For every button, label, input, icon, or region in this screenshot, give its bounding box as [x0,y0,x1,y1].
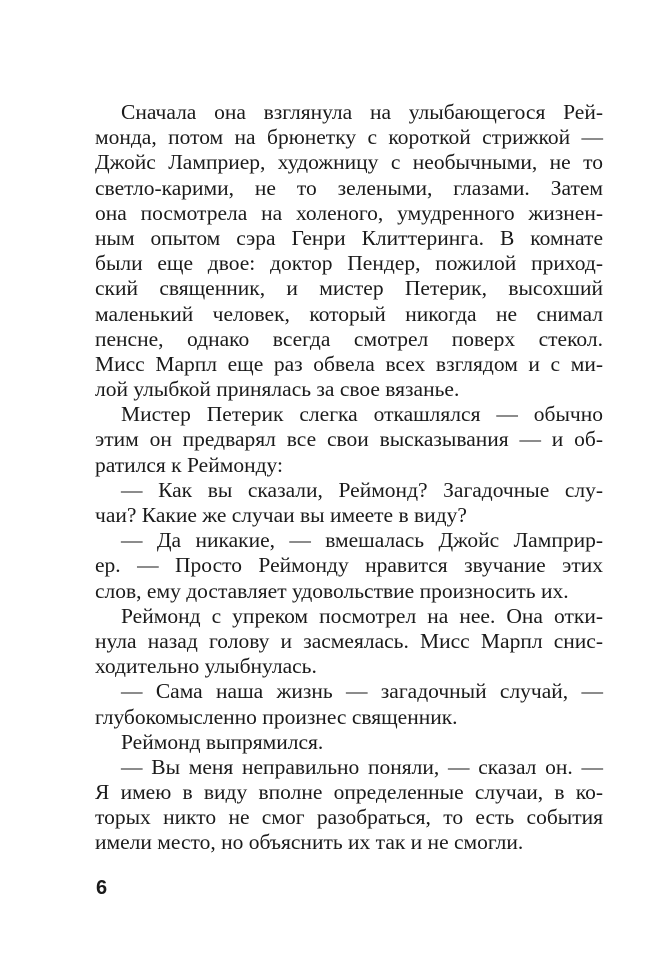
text-line: пенсне, однако всегда смотрел поверх стекол. [95,326,603,351]
text-line: светло-карими, не то зелеными, глазами. Затем [95,175,603,200]
text-line: — Да никакие, — вмешалась Джойс Ламприр- [121,528,603,553]
text-line: ратился к Реймонду: [95,452,283,477]
text-line: — Сама наша жизнь — загадочный случай, — [121,679,603,704]
text-line: ер. — Просто Реймонду нравится звучание этих [95,553,603,578]
text-line: слов, ему доставляет удовольствие произносить их. [95,578,569,603]
text-line: были еще двое: доктор Пендер, пожилой приход- [95,251,603,276]
text-line: торых никто не смог разобраться, то есть события [95,805,603,830]
text-line: Реймонд с упреком посмотрел на нее. Она отки- [121,603,603,628]
text-line: Мисс Марпл еще раз обвела всех взглядом и с ми- [95,351,603,376]
text-line: имели место, но объяснить их так и не смогли. [95,830,524,855]
page-text [95,100,603,856]
text-line: — Вы меня неправильно поняли, — сказал он. — [121,754,603,779]
text-line: глубокомысленно произнес священник. [95,704,458,729]
text-line: Джойс Ламприер, художницу с необычными, не то [95,150,603,175]
text-line: она посмотрела на холеного, умудренного жизнен- [95,200,603,225]
paragraph-8 [95,755,603,856]
paragraph-2 [95,402,603,478]
text-line: лой улыбкой принялась за свое вязанье. [95,377,460,402]
text-line: монда, потом на брюнетку с короткой стрижкой — [95,125,603,150]
text-line: маленький человек, который никогда не снимал [95,301,603,326]
text-line: нула назад голову и засмеялась. Мисс Марпл снис- [95,628,603,653]
page-number: 6 [96,877,108,899]
text-line: ский священник, и мистер Петерик, высохший [95,276,603,301]
text-line: ным опытом сэра Генри Клиттеринга. В комнате [95,225,603,250]
text-line: ходительно улыбнулась. [95,654,317,679]
text-line: Сначала она взглянула на улыбающегося Рей- [121,100,603,124]
paragraph-1 [95,100,603,402]
text-line: Реймонд выпрямился. [121,729,324,754]
paragraph-6 [95,679,603,729]
text-line: чаи? Какие же случаи вы имеете в виду? [95,503,467,527]
paragraph-3 [95,478,603,528]
paragraph-4 [95,528,603,604]
paragraph-7 [95,730,603,755]
text-line: — Как вы сказали, Реймонд? Загадочные слу- [121,477,603,502]
text-line: Мистер Петерик слегка откашлялся — обычно [121,402,603,427]
paragraph-5 [95,604,603,680]
text-line: этим он предварял все свои высказывания — и об- [95,427,603,452]
text-line: Я имею в виду вполне определенные случаи, в ко- [95,780,603,805]
